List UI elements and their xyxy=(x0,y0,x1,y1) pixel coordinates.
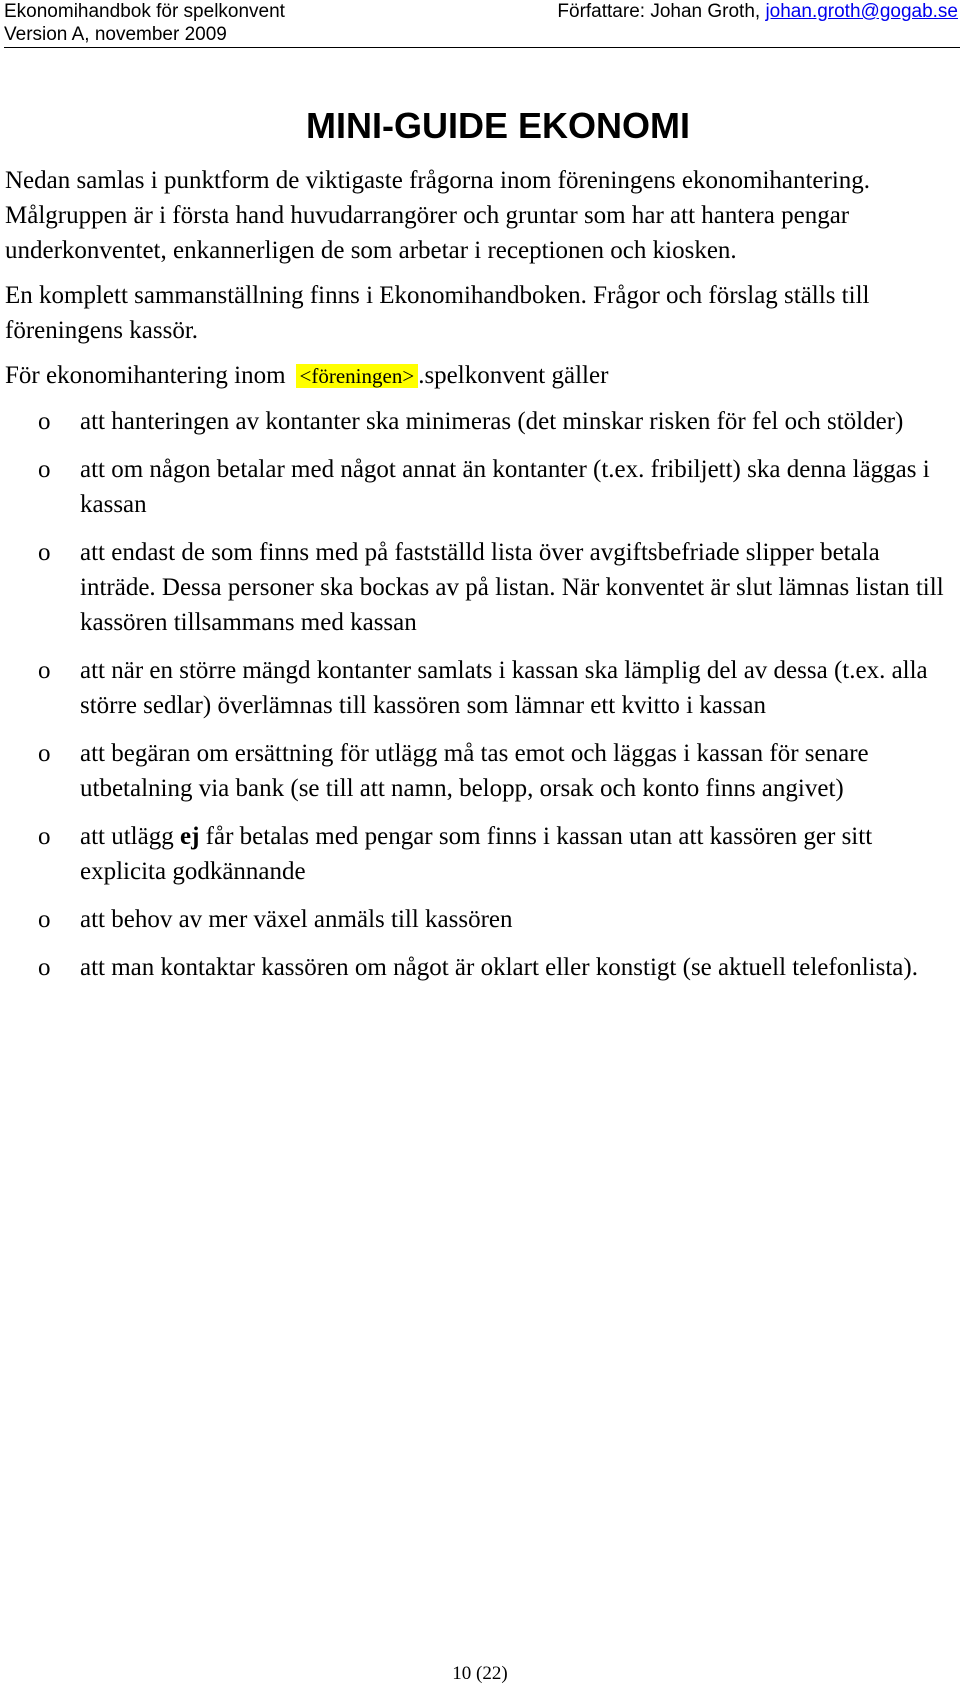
list-item-text: att om någon betalar med något annat än kontanter (t.ex. fribiljett) ska denna läggas i kassan xyxy=(80,456,930,518)
list-item xyxy=(5,902,955,937)
bullet-marker: o xyxy=(38,456,51,483)
intro-paragraph: Nedan samlas i punktform de viktigaste frågorna inom föreningens ekonomihantering. Målgruppen är i första hand huvudarrangörer och gruntar som har att hantera pengar underkonventet, enkannerligen de som arbetar i receptionen och kiosken. xyxy=(5,167,871,264)
header-document-title: Ekonomihandbok för spelkonvent xyxy=(4,1,285,22)
header-divider xyxy=(4,47,960,48)
rules-list xyxy=(5,404,955,985)
list-item-text-prefix: att utlägg xyxy=(80,823,180,850)
document-body xyxy=(5,163,955,998)
emphasis-text: ej xyxy=(179,823,200,850)
list-item-text: att endast de som finns med på fastställd lista över avgiftsbefriade slipper betala inträde. Dessa personer ska bockas av på listan. När konventet är slut lämnas listan till kassören tillsammans med kassan xyxy=(80,539,944,636)
list-item-text xyxy=(80,823,872,885)
list-item-text: att begäran om ersättning för utlägg må tas emot och läggas i kassan för senare utbetalning via bank (se till att namn, belopp, orsak och konto finns angivet) xyxy=(80,740,869,802)
list-item xyxy=(5,819,955,889)
header-left xyxy=(4,0,285,46)
bullet-marker: o xyxy=(38,823,51,850)
bullet-marker: o xyxy=(38,954,51,981)
list-item-text-suffix: får betalas med pengar som finns i kassan utan att kassören ger sitt explicita godkännande xyxy=(80,823,873,885)
list-item xyxy=(5,736,955,806)
header-version: Version A, november 2009 xyxy=(4,24,227,45)
bullet-marker: o xyxy=(38,539,51,566)
list-item-text: att behov av mer växel anmäls till kassören xyxy=(80,906,513,933)
page-header xyxy=(4,0,960,46)
bullet-marker: o xyxy=(38,408,51,435)
rules-lead-paragraph xyxy=(5,358,955,394)
page-title: MINI-GUIDE EKONOMI xyxy=(306,105,690,146)
bullet-marker: o xyxy=(38,740,51,767)
list-item-text: att hanteringen av kontanter ska minimeras (det minskar risken för fel och stölder) xyxy=(80,408,904,435)
author-email-link[interactable]: johan.groth@gogab.se xyxy=(765,1,958,22)
rules-lead-suffix: .spelkonvent gäller xyxy=(418,362,609,389)
list-item xyxy=(5,404,955,439)
bullet-marker: o xyxy=(38,906,51,933)
list-item xyxy=(5,950,955,985)
list-item-text: att när en större mängd kontanter samlats i kassan ska lämplig del av dessa (t.ex. alla större sedlar) överlämnas till kassören som lämnar ett kvitto i kassan xyxy=(80,657,928,719)
highlighted-placeholder: <föreningen> xyxy=(296,364,419,388)
list-item xyxy=(5,452,955,522)
header-author xyxy=(557,0,958,23)
list-item-text: att man kontaktar kassören om något är oklart eller konstigt (se aktuell telefonlista). xyxy=(80,954,918,981)
reference-paragraph: En komplett sammanställning finns i Ekonomihandboken. Frågor och förslag ställs till föreningens kassör. xyxy=(5,282,870,344)
bullet-marker: o xyxy=(38,657,51,684)
list-item xyxy=(5,653,955,723)
rules-lead-prefix: För ekonomihantering inom xyxy=(5,362,286,389)
header-author-label: Författare: Johan Groth, xyxy=(557,1,766,22)
list-item xyxy=(5,535,955,640)
page-number: 10 (22) xyxy=(452,1663,508,1684)
